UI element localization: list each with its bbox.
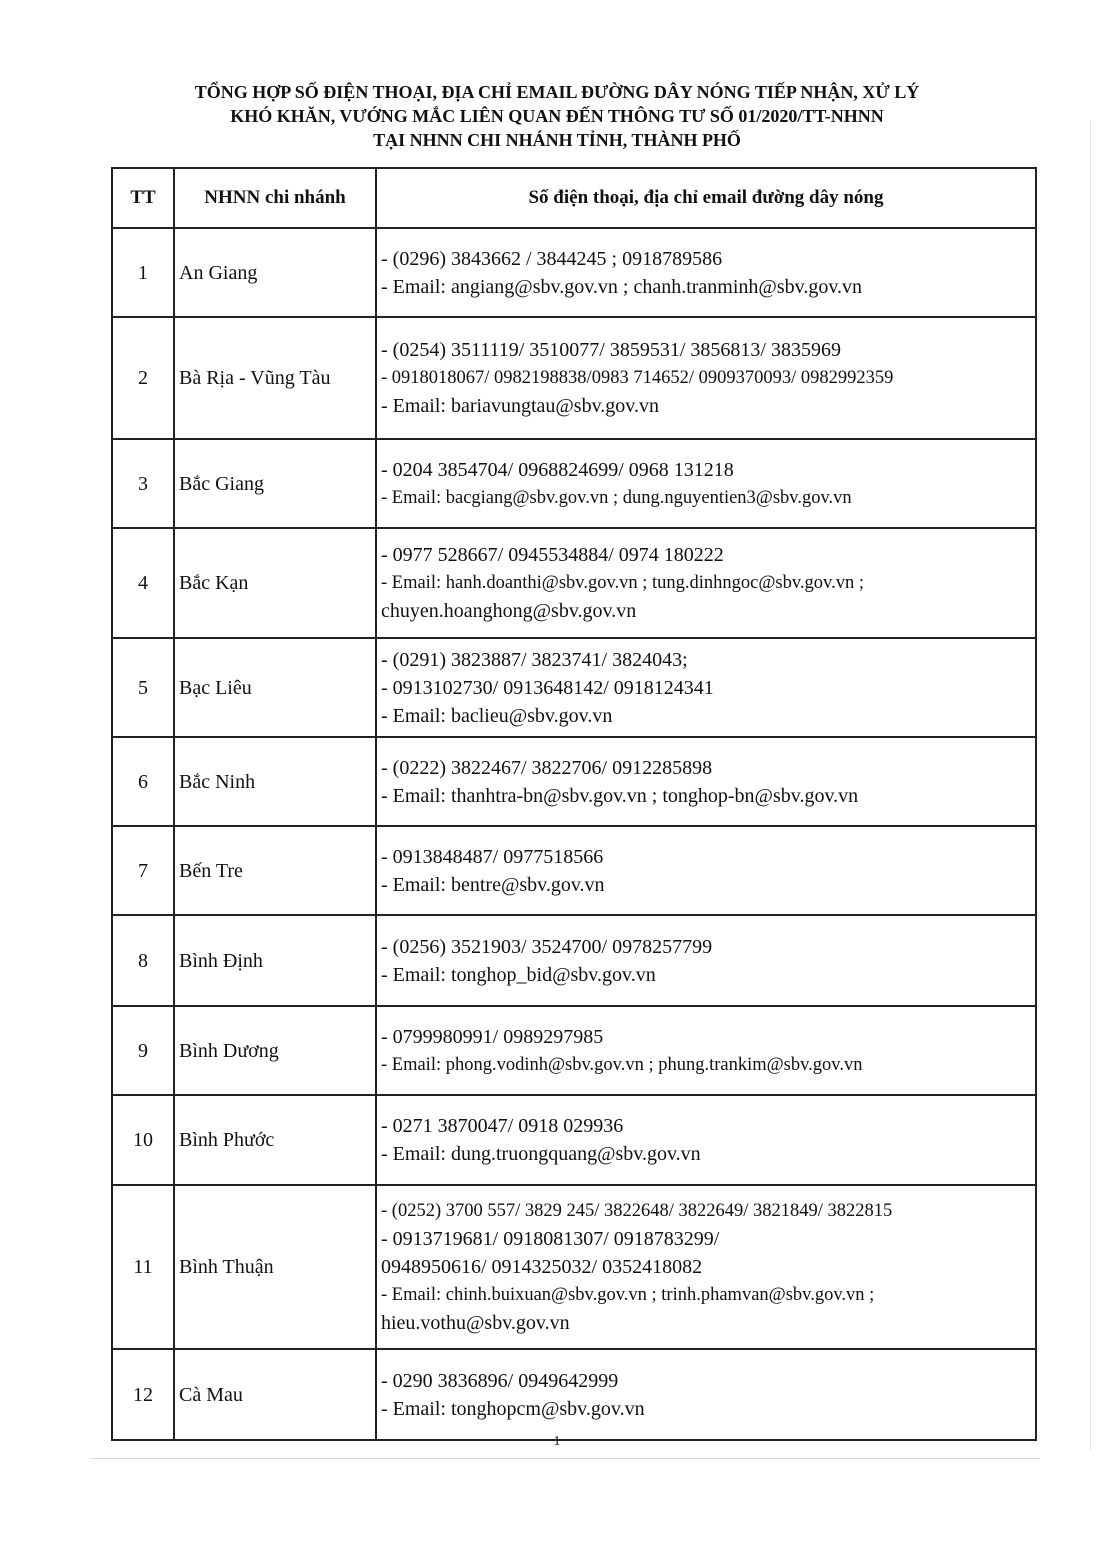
contact-line: - Email: hanh.doanthi@sbv.gov.vn ; tung.dinhngoc@sbv.gov.vn ; bbox=[381, 573, 864, 593]
contact-info bbox=[376, 915, 1036, 1006]
hotline-table bbox=[111, 167, 1037, 1441]
branch-name: Bình Phước bbox=[174, 1095, 376, 1185]
branch-name: Bắc Kạn bbox=[174, 528, 376, 638]
contact-line: - (0296) 3843662 / 3844245 ; 0918789586 bbox=[381, 247, 723, 270]
contact-line: - (0222) 3822467/ 3822706/ 0912285898 bbox=[381, 756, 713, 779]
contact-line: - 0799980991/ 0989297985 bbox=[381, 1025, 604, 1048]
table-row bbox=[112, 826, 1036, 915]
row-number: 6 bbox=[112, 737, 174, 826]
table-header-row bbox=[112, 168, 1036, 228]
contact-info bbox=[376, 1095, 1036, 1185]
branch-name: Bình Thuận bbox=[174, 1185, 376, 1349]
contact-info bbox=[376, 317, 1036, 439]
contact-line: - Email: chinh.buixuan@sbv.gov.vn ; trinh.phamvan@sbv.gov.vn ; bbox=[381, 1285, 875, 1305]
contact-info bbox=[376, 1185, 1036, 1349]
contact-info bbox=[376, 1006, 1036, 1095]
branch-name: Bến Tre bbox=[174, 826, 376, 915]
branch-name: Bà Rịa - Vũng Tàu bbox=[174, 317, 376, 439]
contact-line: 0948950616/ 0914325032/ 0352418082 bbox=[381, 1256, 703, 1278]
contact-line: - 0913719681/ 0918081307/ 0918783299/ bbox=[381, 1228, 720, 1250]
row-number: 1 bbox=[112, 228, 174, 317]
branch-name: An Giang bbox=[174, 228, 376, 317]
table-row bbox=[112, 1006, 1036, 1095]
contact-info bbox=[376, 228, 1036, 317]
contact-line: - 0271 3870047/ 0918 029936 bbox=[381, 1115, 624, 1137]
table-row bbox=[112, 228, 1036, 317]
table-row bbox=[112, 638, 1036, 737]
contact-line: - Email: baclieu@sbv.gov.vn bbox=[381, 704, 613, 727]
contact-line: - (0256) 3521903/ 3524700/ 0978257799 bbox=[381, 935, 713, 958]
contact-info bbox=[376, 737, 1036, 826]
row-number: 9 bbox=[112, 1006, 174, 1095]
row-number: 8 bbox=[112, 915, 174, 1006]
contact-line: - 0290 3836896/ 0949642999 bbox=[381, 1369, 619, 1392]
contact-line: - Email: bacgiang@sbv.gov.vn ; dung.nguyentien3@sbv.gov.vn bbox=[381, 487, 852, 508]
row-number: 11 bbox=[112, 1185, 174, 1349]
contact-info bbox=[376, 439, 1036, 528]
table-body bbox=[112, 228, 1036, 1440]
contact-line: - Email: dung.truongquang@sbv.gov.vn bbox=[381, 1143, 701, 1165]
contact-line: - 0204 3854704/ 0968824699/ 0968 131218 bbox=[381, 458, 734, 481]
contact-info bbox=[376, 638, 1036, 737]
contact-line: - Email: thanhtra-bn@sbv.gov.vn ; tonghop-bn@sbv.gov.vn bbox=[381, 784, 859, 807]
row-number: 7 bbox=[112, 826, 174, 915]
table-row bbox=[112, 1349, 1036, 1440]
title-line-2: KHÓ KHĂN, VƯỚNG MẮC LIÊN QUAN ĐẾN THÔNG TƯ SỐ 01/2020/TT-NHNN bbox=[230, 106, 884, 126]
branch-name: Bắc Ninh bbox=[174, 737, 376, 826]
branch-name: Bạc Liêu bbox=[174, 638, 376, 737]
contact-line: - (0254) 3511119/ 3510077/ 3859531/ 3856813/ 3835969 bbox=[381, 339, 841, 361]
table-row bbox=[112, 439, 1036, 528]
branch-name: Cà Mau bbox=[174, 1349, 376, 1440]
contact-info bbox=[376, 528, 1036, 638]
contact-line: - 0918018067/ 0982198838/0983 714652/ 0909370093/ 0982992359 bbox=[381, 368, 894, 388]
title-line-3: TẠI NHNN CHI NHÁNH TỈNH, THÀNH PHỐ bbox=[373, 130, 741, 150]
row-number: 4 bbox=[112, 528, 174, 638]
header-tt: TT bbox=[112, 168, 174, 228]
contact-line: - 0913848487/ 0977518566 bbox=[381, 845, 604, 868]
contact-line: - 0913102730/ 0913648142/ 0918124341 bbox=[381, 676, 714, 699]
table-row bbox=[112, 737, 1036, 826]
contact-line: - Email: tonghop_bid@sbv.gov.vn bbox=[381, 963, 656, 986]
contact-line: - Email: tonghopcm@sbv.gov.vn bbox=[381, 1397, 645, 1420]
contact-line: chuyen.hoanghong@sbv.gov.vn bbox=[381, 600, 637, 622]
row-number: 2 bbox=[112, 317, 174, 439]
header-contact: Số điện thoại, địa chỉ email đường dây nóng bbox=[376, 168, 1036, 228]
row-number: 10 bbox=[112, 1095, 174, 1185]
contact-info bbox=[376, 826, 1036, 915]
contact-line: - Email: bentre@sbv.gov.vn bbox=[381, 873, 605, 896]
table-row bbox=[112, 915, 1036, 1006]
branch-name: Bắc Giang bbox=[174, 439, 376, 528]
table-row bbox=[112, 528, 1036, 638]
title-line-1: TỔNG HỢP SỐ ĐIỆN THOẠI, ĐỊA CHỈ EMAIL ĐƯỜNG DÂY NÓNG TIẾP NHẬN, XỬ LÝ bbox=[194, 82, 920, 102]
table-row bbox=[112, 317, 1036, 439]
table-row bbox=[112, 1095, 1036, 1185]
scan-artifact-line-right bbox=[1090, 120, 1091, 1450]
document-title bbox=[100, 80, 1014, 152]
branch-name: Bình Định bbox=[174, 915, 376, 1006]
contact-line: - Email: phong.vodinh@sbv.gov.vn ; phung.trankim@sbv.gov.vn bbox=[381, 1054, 863, 1075]
row-number: 5 bbox=[112, 638, 174, 737]
scan-artifact-line bbox=[90, 1458, 1040, 1459]
contact-info bbox=[376, 1349, 1036, 1440]
row-number: 3 bbox=[112, 439, 174, 528]
contact-line: - 0977 528667/ 0945534884/ 0974 180222 bbox=[381, 544, 724, 566]
page-number: 1 bbox=[553, 1434, 561, 1449]
table-row bbox=[112, 1185, 1036, 1349]
contact-line: - (0291) 3823887/ 3823741/ 3824043; bbox=[381, 648, 688, 671]
row-number: 12 bbox=[112, 1349, 174, 1440]
contact-line: - Email: angiang@sbv.gov.vn ; chanh.tranminh@sbv.gov.vn bbox=[381, 275, 863, 298]
header-branch: NHNN chi nhánh bbox=[174, 168, 376, 228]
branch-name: Bình Dương bbox=[174, 1006, 376, 1095]
contact-line: hieu.vothu@sbv.gov.vn bbox=[381, 1312, 570, 1334]
contact-line: - (0252) 3700 557/ 3829 245/ 3822648/ 3822649/ 3821849/ 3822815 bbox=[381, 1201, 893, 1221]
contact-line: - Email: bariavungtau@sbv.gov.vn bbox=[381, 395, 659, 417]
